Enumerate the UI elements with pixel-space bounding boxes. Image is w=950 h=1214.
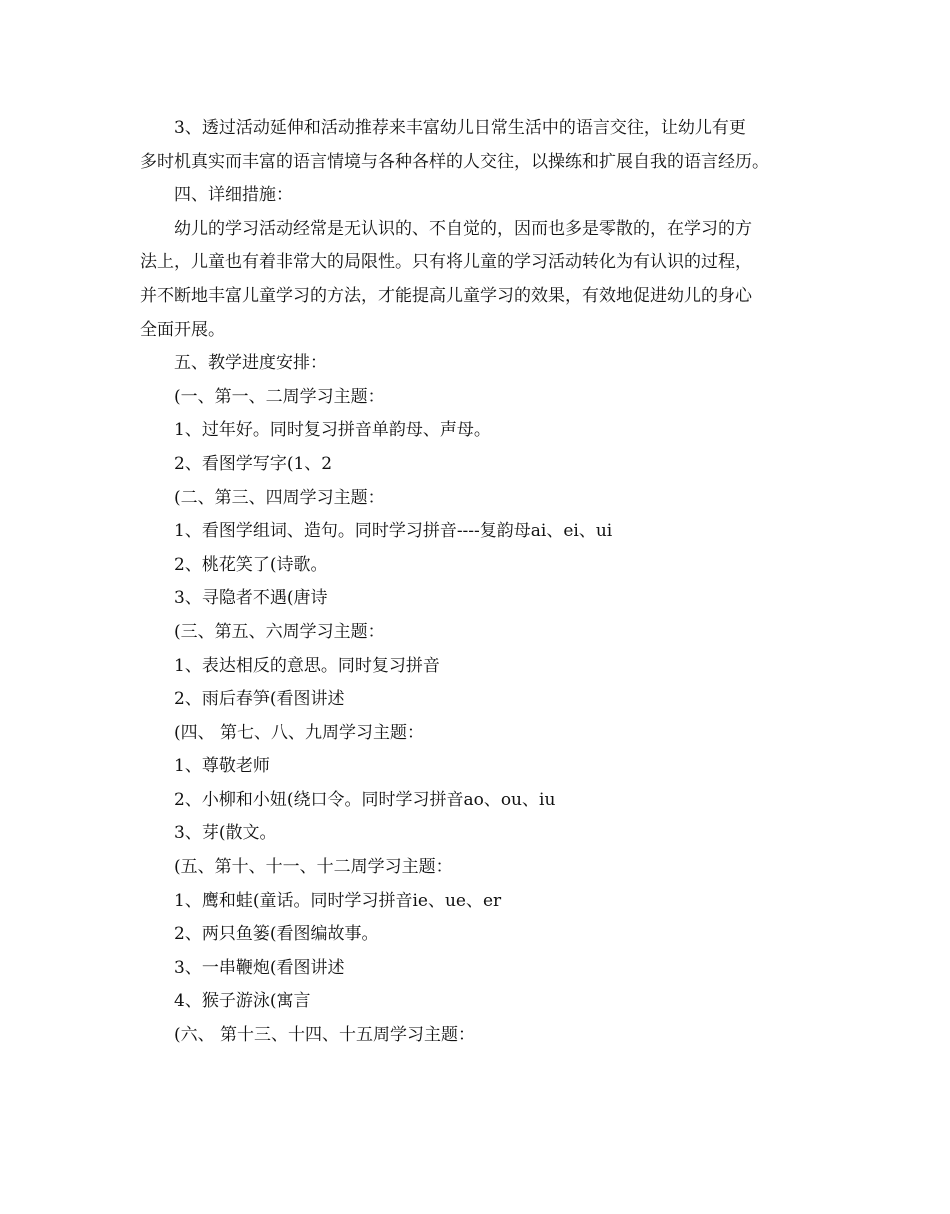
schedule-heading: (三、第五、六周学习主题： xyxy=(174,621,385,642)
list-item: 3、芽(散文。 xyxy=(174,823,277,844)
list-item: 1、鹰和蛙(童话。同时学习拼音ie、ue、er xyxy=(174,890,502,911)
schedule-heading: (二、第三、四周学习主题： xyxy=(174,487,385,508)
schedule-heading: (五、第十、十一、十二周学习主题： xyxy=(174,857,453,878)
paragraph-line: 3、透过活动延伸和活动推荐来丰富幼儿日常生活中的语言交往，让幼儿有更 xyxy=(174,118,746,138)
list-item: 1、过年好。同时复习拼音单韵母、声母。 xyxy=(174,420,491,441)
paragraph-line: 全面开展。 xyxy=(140,319,225,340)
list-item: 3、寻隐者不遇(唐诗 xyxy=(174,588,328,609)
paragraph-line: 多时机真实而丰富的语言情境与各种各样的人交往，以操练和扩展自我的语言经历。 xyxy=(140,151,769,172)
schedule-heading: (六、 第十三、十四、十五周学习主题： xyxy=(174,1025,476,1046)
list-item: 2、两只鱼篓(看图编故事。 xyxy=(174,924,379,945)
list-item: 2、雨后春笋(看图讲述 xyxy=(174,689,345,710)
list-item: 1、表达相反的意思。同时复习拼音 xyxy=(174,655,440,676)
section-heading: 五、教学进度安排： xyxy=(174,353,327,374)
list-item: 1、尊敬老师 xyxy=(174,756,270,777)
list-item: 1、看图学组词、造句。同时学习拼音----复韵母ai、ei、ui xyxy=(174,521,613,542)
section-heading: 四、详细措施： xyxy=(174,185,293,206)
paragraph-line: 并不断地丰富儿童学习的方法，才能提高儿童学习的效果，有效地促进幼儿的身心 xyxy=(140,285,752,306)
list-item: 2、桃花笑了(诗歌。 xyxy=(174,554,328,575)
list-item: 2、小柳和小妞(绕口令。同时学习拼音ao、ou、iu xyxy=(174,789,556,810)
list-item: 2、看图学写字(1、2 xyxy=(174,453,333,474)
schedule-heading: (四、 第七、八、九周学习主题： xyxy=(174,722,425,743)
paragraph-line: 幼儿的学习活动经常是无认识的、不自觉的，因而也多是零散的，在学习的方 xyxy=(174,218,752,239)
list-item: 3、一串鞭炮(看图讲述 xyxy=(174,957,345,978)
list-item: 4、猴子游泳(寓言 xyxy=(174,991,311,1012)
schedule-heading: (一、第一、二周学习主题： xyxy=(174,386,385,407)
document-body xyxy=(140,112,820,1053)
paragraph-line: 法上，儿童也有着非常大的局限性。只有将儿童的学习活动转化为有认识的过程， xyxy=(140,252,752,273)
